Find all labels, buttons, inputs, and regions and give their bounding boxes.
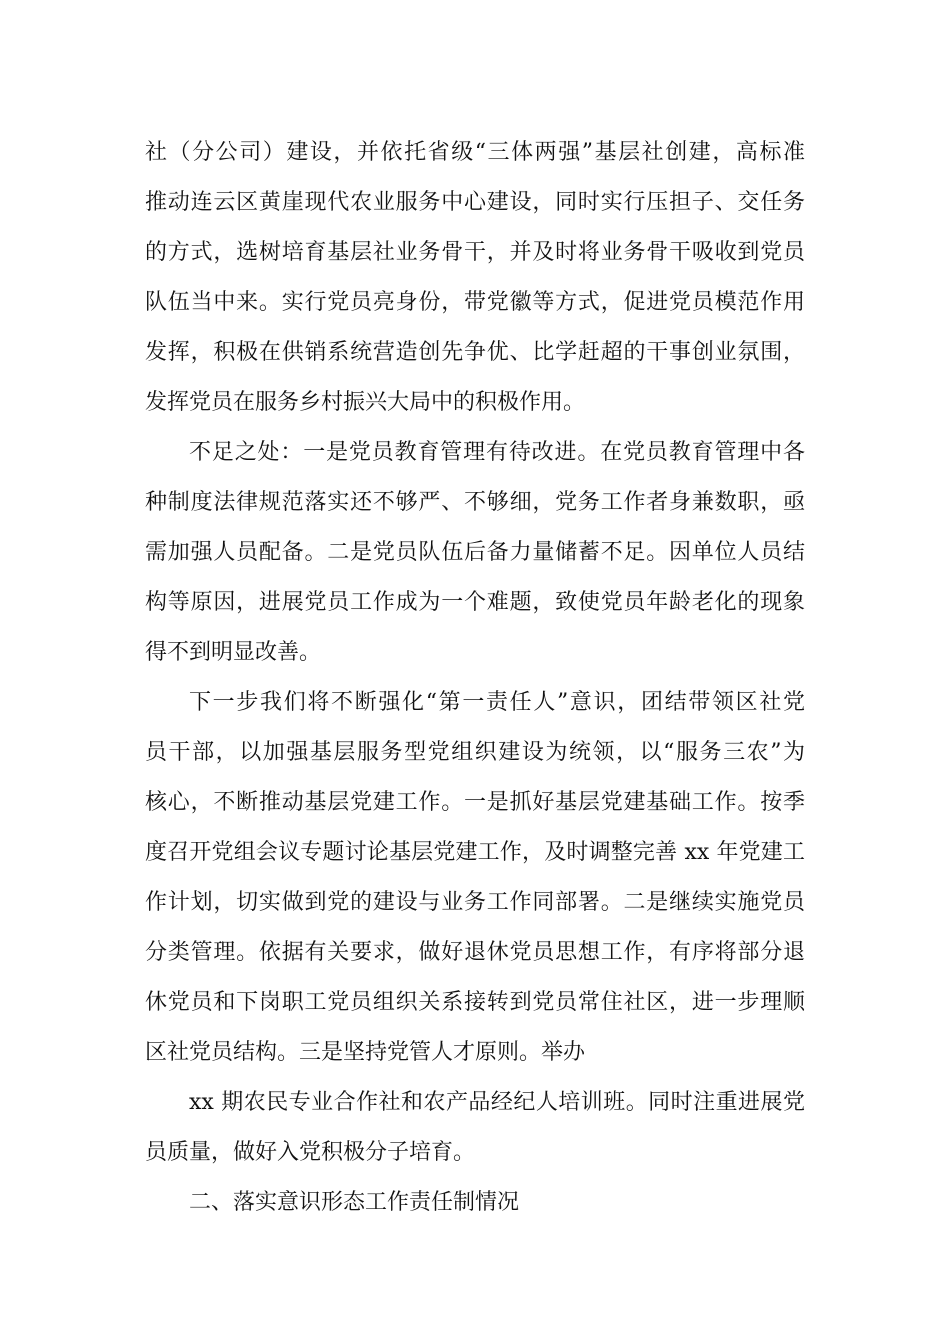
text-line: 休党员和下岗职工党员组织关系接转到党员常住社区，进一步理顺 [145, 990, 805, 1015]
text-line: 推动连云区黄崖现代农业服务中心建设，同时实行压担子、交任务 [145, 190, 805, 215]
section-heading [145, 1178, 805, 1228]
text-line: 员干部，以加强基层服务型党组织建设为统领，以“服务三农”为 [145, 740, 805, 765]
text-line: 需加强人员配备。二是党员队伍后备力量储蓄不足。因单位人员结 [145, 540, 805, 565]
text-line: 下一步我们将不断强化“第一责任人”意识，团结带领区社党 [189, 690, 805, 715]
text-line: 区社党员结构。三是坚持党管人才原则。举办 [145, 1040, 586, 1065]
text-line: 作计划，切实做到党的建设与业务工作同部署。二是继续实施党员 [145, 890, 805, 915]
text-line: xx 期农民专业合作社和农产品经纪人培训班。同时注重进展党 [189, 1090, 805, 1115]
text-line: 发挥党员在服务乡村振兴大局中的积极作用。 [145, 390, 586, 415]
document-body [145, 128, 805, 1228]
text-line: 核心，不断推动基层党建工作。一是抓好基层党建基础工作。按季 [145, 790, 805, 815]
text-line: 队伍当中来。实行党员亮身份，带党徽等方式，促进党员模范作用 [145, 290, 805, 315]
text-line: 度召开党组会议专题讨论基层党建工作，及时调整完善 xx 年党建工 [145, 840, 805, 865]
text-line: 构等原因，进展党员工作成为一个难题，致使党员年龄老化的现象 [145, 590, 805, 615]
paragraph-next-steps [145, 678, 805, 1078]
text-line: 不足之处：一是党员教育管理有待改进。在党员教育管理中各 [189, 440, 805, 465]
text-line: 发挥，积极在供销系统营造创先争优、比学赶超的干事创业氛围， [145, 340, 805, 365]
text-line: 员质量，做好入党积极分子培育。 [145, 1140, 476, 1165]
text-line: 二、落实意识形态工作责任制情况 [189, 1190, 520, 1215]
text-line: 分类管理。依据有关要求，做好退休党员思想工作，有序将部分退 [145, 940, 805, 965]
paragraph-shortcomings [145, 428, 805, 678]
text-line: 的方式，选树培育基层社业务骨干，并及时将业务骨干吸收到党员 [145, 240, 805, 265]
text-line: 得不到明显改善。 [145, 640, 322, 665]
text-line: 种制度法律规范落实还不够严、不够细，党务工作者身兼数职，亟 [145, 490, 805, 515]
paragraph-training [145, 1078, 805, 1178]
text-line: 社（分公司）建设，并依托省级“三体两强”基层社创建，高标准 [145, 140, 805, 165]
paragraph-party-building [145, 128, 805, 428]
